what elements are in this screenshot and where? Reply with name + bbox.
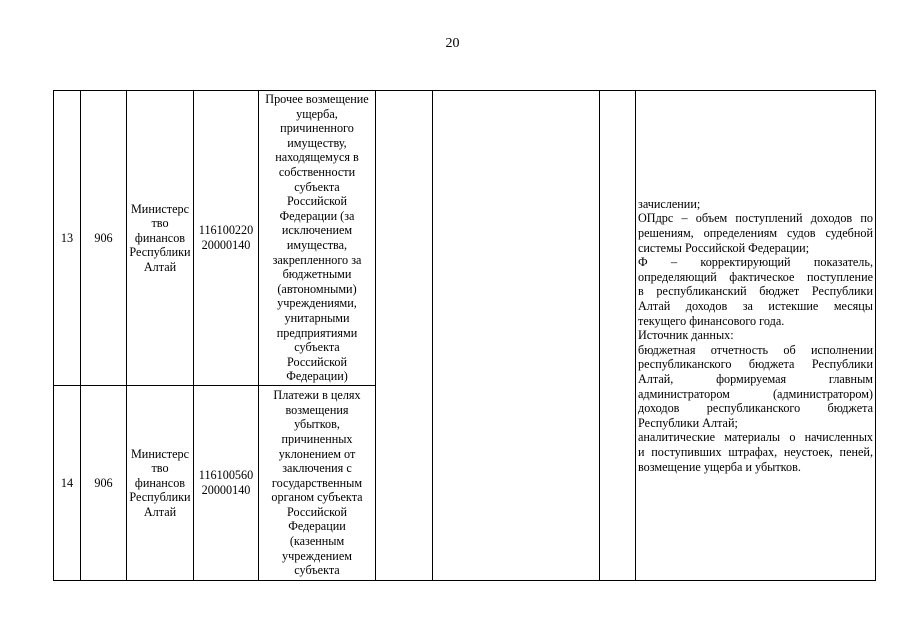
budget-classification-code: 116100220 20000140	[194, 91, 259, 386]
administrator-name: Министерс тво финансов Республики Алтай	[127, 386, 194, 581]
table-row	[54, 91, 876, 386]
administrator-name: Министерс тво финансов Республики Алтай	[127, 91, 194, 386]
admin-code: 906	[81, 386, 127, 581]
row-number: 13	[54, 91, 81, 386]
empty-cell	[376, 91, 433, 581]
empty-cell	[433, 91, 600, 581]
empty-cell	[600, 91, 636, 581]
calculation-method-description: зачислении; ОПдрс – объем поступлений доходов по решениям, определениям судов судебной системы Российской Федерации; Ф – корректирующий показатель, определяющий фактическое поступление в республиканский бюджет Республики Алтай доходов за истекшие месяцы текущего финансового года. Источник данных: бюджетная отчетность об исполнении республиканского бюджета Республики Алтай, формируемая главным администратором (администратором) доходов республиканского бюджета Республики Алтай; аналитические материалы о начисленных и поступивших штрафах, неустоек, пеней, возмещение ущерба и убытков.	[636, 91, 876, 581]
budget-classification-code: 116100560 20000140	[194, 386, 259, 581]
revenue-name: Платежи в целях возмещения убытков, причиненных уклонением от заключения с государственным органом субъекта Российской Федерации (казенным учреждением субъекта	[259, 386, 376, 581]
row-number: 14	[54, 386, 81, 581]
admin-code: 906	[81, 91, 127, 386]
page-number: 20	[445, 36, 460, 51]
revenue-name: Прочее возмещение ущерба, причиненного имуществу, находящемуся в собственности субъекта Российской Федерации (за исключением имущества, закрепленного за бюджетными (автономными) учреждениями, унитарными предприятиями субъекта Российской Федерации)	[259, 91, 376, 386]
revenue-table	[53, 90, 876, 581]
